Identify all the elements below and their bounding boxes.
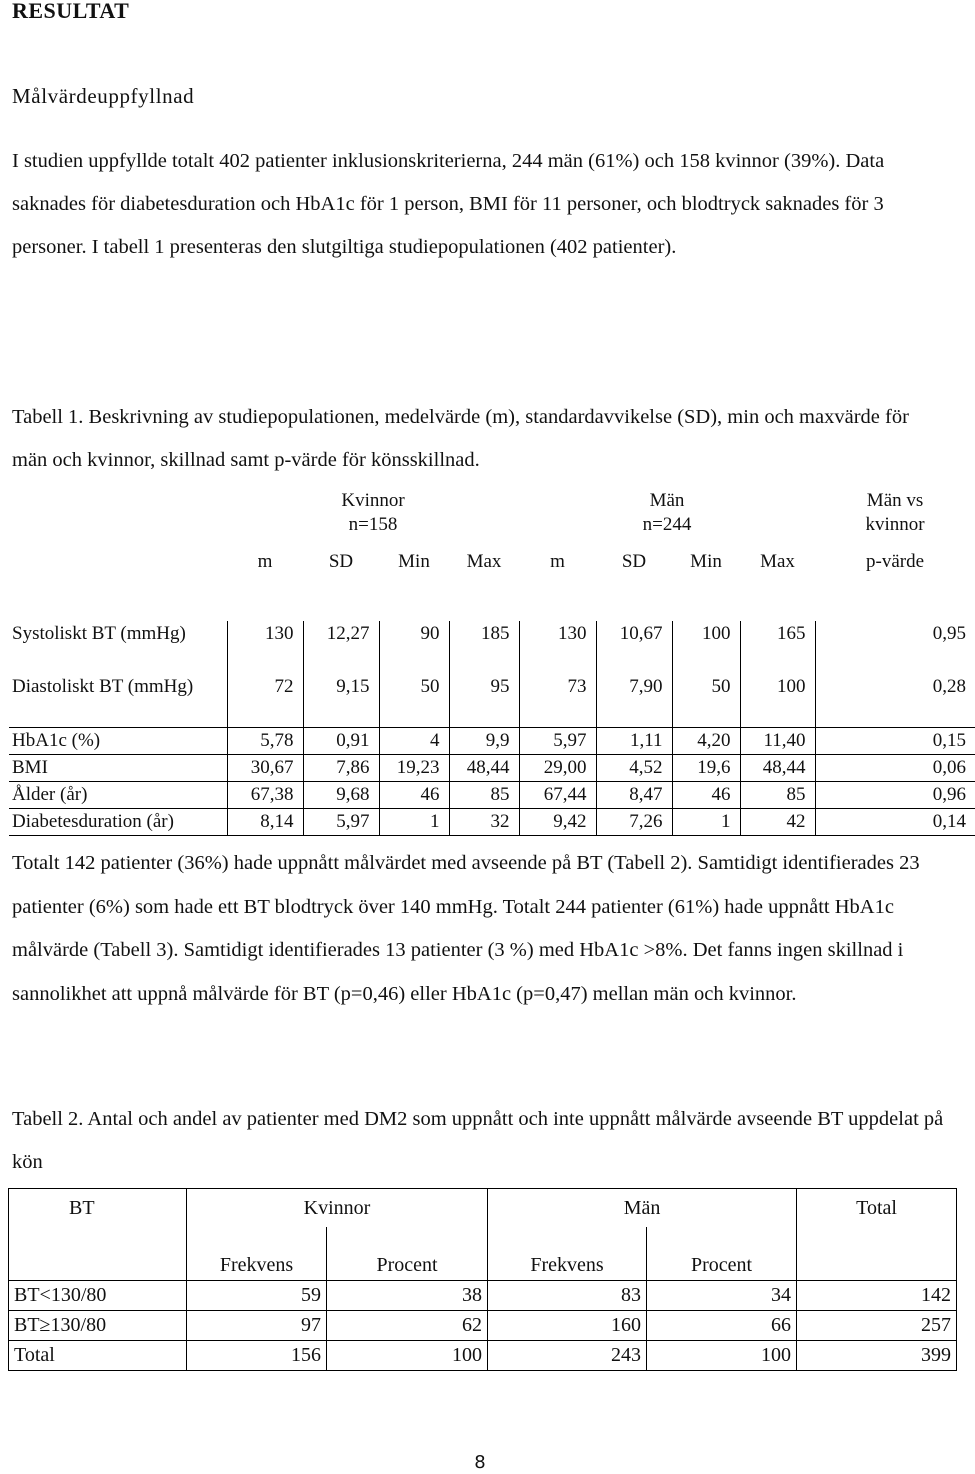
table1-cell: 0,96 [815,782,975,809]
table2-cell: 399 [797,1341,957,1371]
table1-cell: 9,42 [519,809,596,836]
table1-col-header: SD [328,551,354,572]
table1-cell: 19,23 [379,755,449,782]
table1-cell: 90 [379,621,449,674]
table2-row-label: BT≥130/80 [9,1311,187,1341]
page-number: 8 [474,1452,486,1473]
table1-col-header: SD [621,551,647,572]
table2-header: BT [9,1189,187,1228]
table1-cell: 100 [672,621,740,674]
table1-cell: 4,52 [596,755,672,782]
table-row [9,809,975,836]
table-row [9,755,975,782]
table1-cell: 0,06 [815,755,975,782]
table2-cell: 100 [327,1341,488,1371]
table1-cell: 67,38 [227,782,303,809]
table1-cell: 10,67 [596,621,672,674]
table2-cell: 62 [327,1311,488,1341]
results-paragraph: Totalt 142 patienter (36%) hade uppnått målvärdet med avseende på BT (Tabell 2). Samtidigt identifierades 23 patienter (6%) som hade ett BT blodtryck över 140 mmHg. Totalt 244 patienter (61%) hade uppnått HbA1c målvärde (Tabell 3). Samtidigt identifierades 13 patienter (3 %) med HbA1c >8%. Det fanns ingen skillnad i sannolikhet att uppnå målvärde för BT (p=0,46) eller HbA1c (p=0,47) mellan män och kvinnor. [12,852,920,1005]
table1-group-diff: Män vs kvinnor [865,490,925,535]
table1-cell: 30,67 [227,755,303,782]
table1-cell: 73 [519,674,596,728]
table2-cell: 160 [488,1311,647,1341]
table2-cell: 59 [187,1281,327,1311]
table1-cell: 85 [449,782,519,809]
table1-cell: 50 [379,674,449,728]
table1 [9,489,975,836]
table1-cell: 9,9 [449,728,519,755]
table1-cell: 100 [740,674,815,728]
subsection-heading: Målvärdeuppfyllnad [12,84,195,108]
table2-cell: 100 [647,1341,797,1371]
table1-cell: 0,28 [932,676,967,697]
table1-cell: 67,44 [519,782,596,809]
table2-subheader: Frekvens [488,1251,647,1281]
table1-group-men: Män n=244 [642,490,692,535]
table1-cell: 9,68 [303,782,379,809]
table-row [9,728,975,755]
table1-col-header: Min [690,551,722,572]
table1-cell: 72 [227,674,303,728]
table1-cell: 7,26 [596,809,672,836]
table-row [9,1341,957,1371]
table-row [9,782,975,809]
table1-cell: 130 [227,621,303,674]
table1-cell: 5,97 [303,809,379,836]
table1-cell: 4 [379,728,449,755]
table2-cell: 83 [488,1281,647,1311]
table1-cell: 11,40 [740,728,815,755]
table2-cell: 97 [187,1311,327,1341]
table1-cell: 0,91 [303,728,379,755]
table1-cell: 85 [740,782,815,809]
intro-paragraph: I studien uppfyllde totalt 402 patienter inklusionskriterierna, 244 män (61%) och 158 kvinnor (39%). Data saknades för diabetesduration och HbA1c för 1 person, BMI för 11 personer, och blodtryck saknades för 3 personer. I tabell 1 presenteras den slutgiltiga studiepopulationen (402 patienter). [12,150,885,258]
table2-header: Män [488,1189,797,1228]
table1-cell: 185 [449,621,519,674]
table1-cell: 12,27 [303,621,379,674]
table2-subheader: Procent [647,1251,797,1281]
table1-cell: 1,11 [596,728,672,755]
table1-row-label: Diabetesduration (år) [9,809,227,836]
table1-row-label: Diastoliskt BT (mmHg) [9,674,227,728]
table2-cell: 66 [647,1311,797,1341]
table1-group-women: Kvinnor n=158 [341,490,405,535]
table1-cell: 19,6 [672,755,740,782]
table1-cell: 1 [672,809,740,836]
table1-row-label: HbA1c (%) [9,728,227,755]
table1-cell: 46 [672,782,740,809]
table1-col-header: Max [760,551,795,572]
table1-cell: 7,86 [303,755,379,782]
table1-cell: 50 [672,674,740,728]
table1-cell: 48,44 [740,755,815,782]
table1-cell: 42 [740,809,815,836]
table2-header: Kvinnor [187,1189,488,1228]
table-row [9,1281,957,1311]
table1-cell: 5,78 [227,728,303,755]
table1-cell: 32 [449,809,519,836]
table1-cell: 29,00 [519,755,596,782]
table-row [9,621,975,674]
table1-cell: 0,95 [932,623,967,644]
table2-cell: 243 [488,1341,647,1371]
table1-cell: 7,90 [596,674,672,728]
table2-header: Total [797,1189,957,1228]
table2 [8,1188,957,1371]
table2-cell: 156 [187,1341,327,1371]
table1-row-label: Ålder (år) [9,782,227,809]
table2-cell: 34 [647,1281,797,1311]
table1-cell: 48,44 [449,755,519,782]
table1-row-label: Systoliskt BT (mmHg) [9,621,227,674]
table1-cell: 95 [449,674,519,728]
table1-col-header: m [550,551,565,572]
section-heading: RESULTAT [12,0,130,23]
table1-cell: 5,97 [519,728,596,755]
table1-cell: 8,14 [227,809,303,836]
table2-subheader: Frekvens [187,1251,327,1281]
table-row [9,1311,957,1341]
table1-cell: 9,15 [303,674,379,728]
table2-caption: Tabell 2. Antal och andel av patienter med DM2 som uppnått och inte uppnått målvärde avseende BT uppdelat på kön [12,1108,944,1173]
table2-cell: 38 [327,1281,488,1311]
table2-cell: 142 [797,1281,957,1311]
table2-subheader: Procent [327,1251,488,1281]
table1-row-label: BMI [9,755,227,782]
table1-cell: 4,20 [672,728,740,755]
table1-cell: 0,14 [815,809,975,836]
table1-col-header: Min [398,551,430,572]
table1-col-header: m [257,551,273,572]
table1-caption: Tabell 1. Beskrivning av studiepopulationen, medelvärde (m), standardavvikelse (SD), min och maxvärde för män och kvinnor, skillnad samt p-värde för könsskillnad. [12,406,909,471]
table1-cell: 46 [379,782,449,809]
table1-col-header: Max [466,551,502,572]
table2-cell: 257 [797,1311,957,1341]
table2-row-label: BT<130/80 [9,1281,187,1311]
table1-col-header: p-värde [866,551,925,572]
table1-cell: 0,15 [815,728,975,755]
table-row [9,674,975,728]
table1-cell: 8,47 [596,782,672,809]
table1-cell: 165 [740,621,815,674]
table1-cell: 130 [519,621,596,674]
table1-cell: 1 [379,809,449,836]
table2-row-label: Total [9,1341,187,1371]
